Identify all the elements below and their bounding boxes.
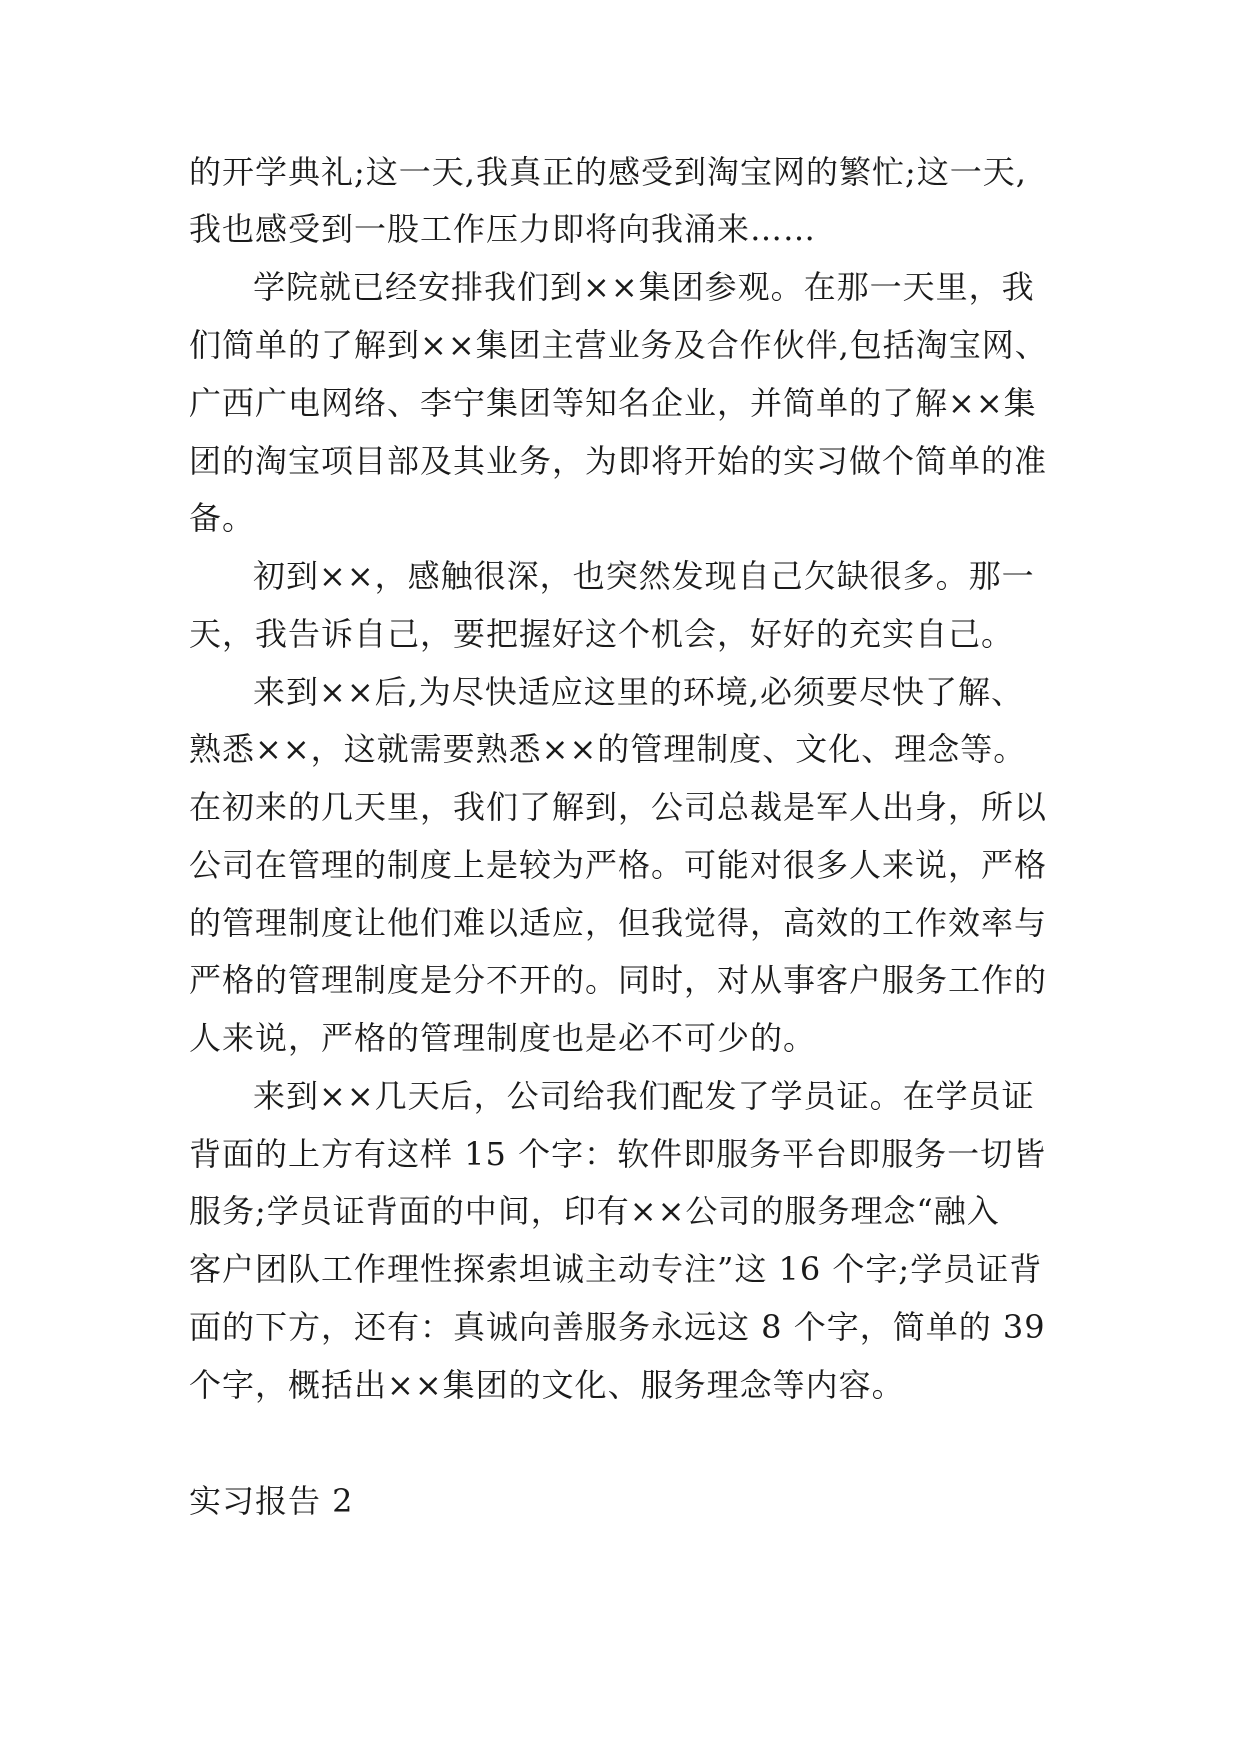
paragraph-first-line: 来到××几天后，公司给我们配发了学员证。在学员证 — [253, 1077, 1035, 1115]
text-line: 面的下方，还有：真诚向善服务永远这 8 个字，简单的 39 — [189, 1308, 1046, 1346]
paragraph-first-line: 学院就已经安排我们到××集团参观。在那一天里，我 — [253, 268, 1035, 306]
text-line: 在初来的几天里，我们了解到，公司总裁是军人出身，所以 — [189, 788, 1048, 826]
section-heading: 实习报告 2 — [189, 1482, 354, 1520]
text-line: 服务;学员证背面的中间，印有××公司的服务理念“融入 — [189, 1192, 1000, 1230]
text-line: 天，我告诉自己，要把握好这个机会，好好的充实自己。 — [189, 615, 1015, 653]
text-line: 们简单的了解到××集团主营业务及合作伙伴,包括淘宝网、 — [189, 326, 1048, 364]
text-line: 的管理制度让他们难以适应，但我觉得，高效的工作效率与 — [189, 904, 1048, 942]
paragraph-first-line: 初到××，感触很深，也突然发现自己欠缺很多。那一 — [253, 557, 1035, 595]
text-line: 人来说，严格的管理制度也是必不可少的。 — [189, 1019, 817, 1057]
text-line: 的开学典礼;这一天,我真正的感受到淘宝网的繁忙;这一天, — [189, 153, 1027, 191]
paragraph-first-line: 来到××后,为尽快适应这里的环境,必须要尽快了解、 — [253, 673, 1024, 711]
text-line: 客户团队工作理性探索坦诚主动专注”这 16 个字;学员证背 — [189, 1250, 1043, 1288]
text-line: 严格的管理制度是分不开的。同时，对从事客户服务工作的 — [189, 961, 1048, 999]
text-line: 熟悉××，这就需要熟悉××的管理制度、文化、理念等。 — [189, 730, 1027, 768]
text-line: 我也感受到一股工作压力即将向我涌来…… — [189, 210, 817, 248]
text-line: 个字，概括出××集团的文化、服务理念等内容。 — [189, 1366, 905, 1404]
text-line: 广西广电网络、李宁集团等知名企业，并简单的了解××集 — [189, 384, 1037, 422]
text-line: 团的淘宝项目部及其业务，为即将开始的实习做个简单的准 — [189, 442, 1048, 480]
text-line: 公司在管理的制度上是较为严格。可能对很多人来说，严格 — [189, 846, 1048, 884]
text-line: 备。 — [189, 499, 256, 537]
text-line: 背面的上方有这样 15 个字：软件即服务平台即服务一切皆 — [189, 1135, 1047, 1173]
